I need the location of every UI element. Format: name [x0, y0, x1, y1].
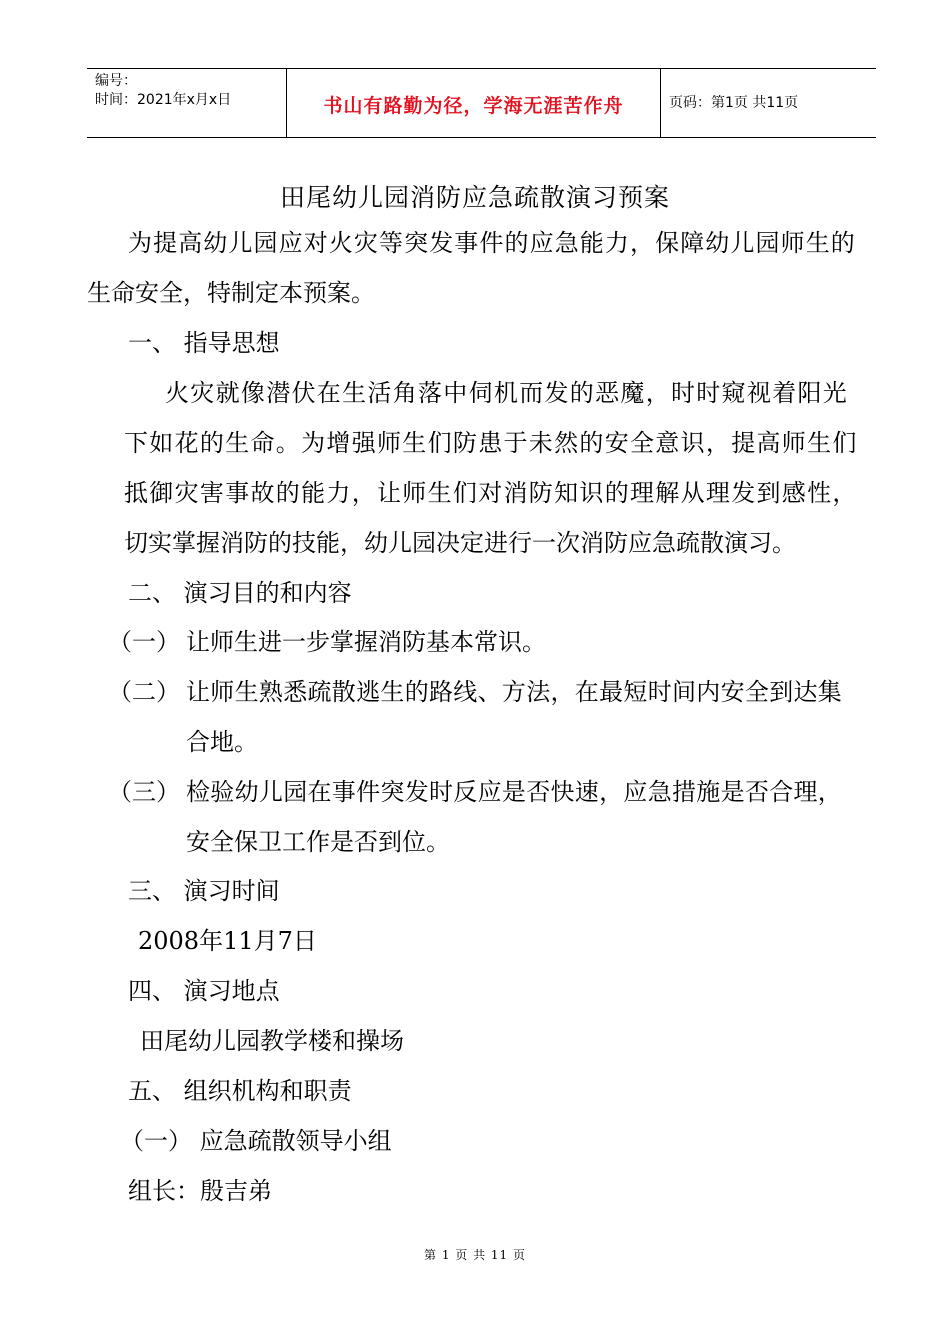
section-1-line-1: 火灾就像潜伏在生活角落中伺机而发的恶魔，时时窥视着阳光	[165, 379, 849, 407]
item-2-text-line-1: 让师生熟悉疏散逃生的路线、方法，在最短时间内安全到达集	[186, 678, 843, 706]
item-2-number: （二）	[108, 678, 180, 706]
intro-line-1: 为提高幼儿园应对火灾等突发事件的应急能力，保障幼儿园师生的	[128, 229, 856, 257]
item-1-text: 让师生进一步掌握消防基本常识。	[186, 628, 546, 656]
section-1-line-4: 切实掌握消防的技能，幼儿园决定进行一次消防应急疏散演习。	[124, 529, 796, 557]
drill-date: 2008年11月7日	[138, 927, 317, 955]
drill-location: 田尾幼儿园教学楼和操场	[140, 1027, 404, 1055]
section-3-heading: 三、 演习时间	[128, 877, 280, 905]
section-4-heading: 四、 演习地点	[128, 977, 280, 1005]
section-5-subheading: （一） 应急疏散领导小组	[120, 1127, 392, 1155]
section-1-heading: 一、 指导思想	[128, 329, 280, 357]
page-footer: 第 1 页 共 11 页	[424, 1248, 526, 1262]
section-1-line-3: 抵御灾害事故的能力，让师生们对消防知识的理解从理发到感性，	[124, 479, 858, 507]
document-header-table	[87, 68, 876, 138]
item-3-text-line-1: 检验幼儿园在事件突发时反应是否快速，应急措施是否合理，	[186, 778, 843, 806]
item-3-number: （三）	[108, 778, 180, 806]
serial-number-label: 编号：	[95, 73, 137, 89]
item-3-text-line-2: 安全保卫工作是否到位。	[186, 828, 450, 856]
header-motto-cell	[286, 69, 661, 137]
document-title: 田尾幼儿园消防应急疏散演习预案	[279, 183, 670, 212]
date-label: 时间：2021年x月x日	[95, 92, 232, 108]
item-2-text-line-2: 合地。	[186, 728, 258, 756]
header-info-cell	[87, 69, 286, 137]
group-leader: 组长：殷吉弟	[128, 1177, 272, 1205]
page-code-label: 页码：第1页 共11页	[669, 95, 799, 111]
section-1-line-2: 下如花的生命。为增强师生们防患于未然的安全意识，提高师生们	[124, 429, 858, 457]
section-2-heading: 二、 演习目的和内容	[128, 579, 352, 607]
motto-text: 书山有路勤为径，学海无涯苦作舟	[323, 95, 624, 117]
header-page-cell	[661, 69, 876, 137]
section-5-heading: 五、 组织机构和职责	[128, 1077, 352, 1105]
item-1-number: （一）	[108, 628, 180, 656]
intro-line-2: 生命安全，特制定本预案。	[87, 279, 375, 307]
